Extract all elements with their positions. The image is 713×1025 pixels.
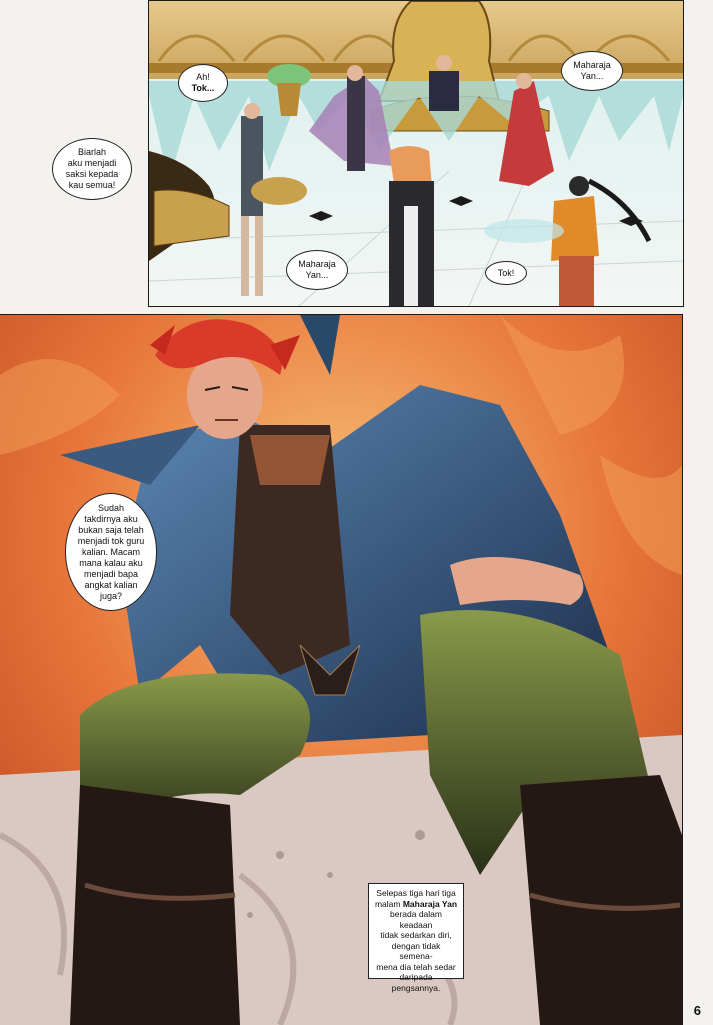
speech-text: kalian. Macam	[81, 546, 141, 557]
speech-text: Yan...	[305, 270, 329, 280]
speech-text: Maharaja	[298, 259, 336, 269]
throne-room-art	[149, 1, 683, 306]
speech-text: juga?	[99, 590, 123, 601]
panel-emperor	[0, 314, 683, 1025]
speech-text: Sudah	[97, 502, 125, 513]
speech-text: mana kalau aku	[79, 557, 143, 568]
speech-bubble-sudah-takdirnya	[65, 493, 157, 611]
speech-text: Maharaja	[573, 60, 611, 70]
caption-line: berada dalam keadaan	[390, 909, 442, 930]
speech-text: angkat kalian	[84, 579, 138, 590]
speech-text: menjadi bapa	[83, 568, 139, 579]
speech-bubble-biarlah	[52, 138, 132, 200]
speech-text: menjadi tok guru	[77, 535, 145, 546]
caption-line: Selepas tiga hari tiga	[376, 888, 456, 898]
speech-text: Biarlah	[77, 147, 106, 157]
narration-caption	[368, 883, 464, 993]
caption-bold: Maharaja Yan	[402, 898, 458, 909]
caption-line: dengan tidak semena-	[391, 940, 441, 961]
speech-text: Yan...	[580, 71, 604, 81]
speech-text: kau semua!	[68, 180, 116, 190]
speech-bubble-tok	[485, 261, 527, 285]
speech-text: Ah!	[196, 72, 210, 82]
speech-bubble-maharaja-yan-bottom	[286, 250, 348, 290]
speech-bubble-ah-tok	[178, 64, 228, 102]
speech-text: bukan saja telah	[78, 524, 144, 535]
caption-line: mena dia telah sedar	[376, 961, 456, 972]
caption-line: tidak sedarkan diri,	[380, 930, 452, 940]
speech-text: Tok!	[497, 267, 515, 278]
panel-throne-room	[148, 0, 684, 307]
page-number: 6	[693, 1003, 701, 1018]
speech-bubble-maharaja-yan-top	[561, 51, 623, 91]
caption-line: daripada pengsannya.	[391, 972, 441, 993]
emperor-art	[0, 315, 682, 1025]
speech-text: saksi kepada	[65, 169, 119, 179]
speech-text: takdirnya aku	[84, 513, 138, 524]
caption-line: malam Maharaja Yan	[374, 898, 458, 909]
speech-text: aku menjadi	[67, 158, 117, 168]
speech-text: Tok...	[191, 83, 215, 93]
